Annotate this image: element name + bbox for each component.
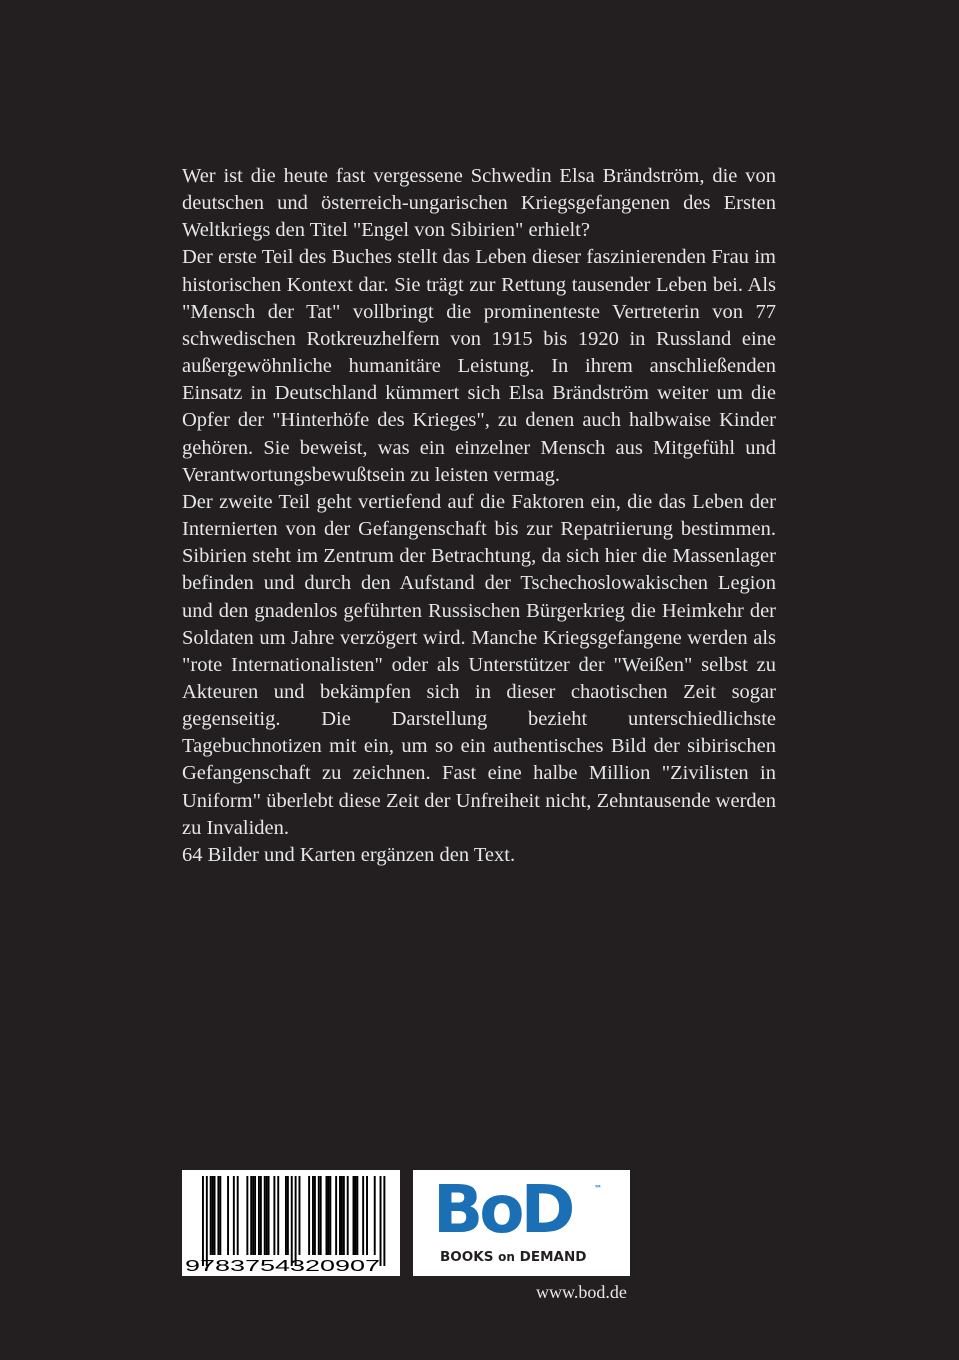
barcode-bar <box>362 1176 364 1255</box>
barcode-bar <box>299 1176 301 1255</box>
barcode-bar <box>327 1176 329 1255</box>
barcode-bar <box>227 1176 229 1255</box>
barcode-bar <box>291 1176 293 1266</box>
barcode-bar <box>250 1176 252 1255</box>
barcode-bar <box>266 1176 268 1255</box>
blurb-paragraph-4: 64 Bilder und Karten ergänzen den Text. <box>182 843 516 866</box>
publisher-website: www.bod.de <box>536 1282 627 1302</box>
barcode-bars <box>202 1176 385 1266</box>
barcode-bar <box>285 1176 287 1255</box>
barcode-bar <box>353 1176 355 1255</box>
barcode-bar <box>202 1176 204 1266</box>
barcode-bar <box>252 1176 254 1255</box>
barcode-bar <box>318 1176 320 1255</box>
barcode-bar <box>254 1176 256 1255</box>
barcode-bar <box>326 1176 328 1255</box>
barcode-bar <box>347 1176 349 1255</box>
barcode-bar <box>219 1176 221 1255</box>
publisher-logo <box>413 1170 630 1276</box>
barcode-bar <box>287 1176 289 1255</box>
barcode-bar <box>210 1176 212 1255</box>
tagline-books: BOOKS <box>440 1249 494 1265</box>
barcode-digits: 9783754320907 <box>185 1258 380 1275</box>
barcode-bar <box>212 1176 214 1255</box>
barcode-bar <box>308 1176 310 1255</box>
barcode-bar <box>314 1176 316 1255</box>
barcode-bar <box>295 1176 297 1266</box>
isbn-barcode <box>182 1170 400 1276</box>
barcode-bar <box>233 1176 235 1255</box>
barcode-bar <box>258 1176 260 1255</box>
barcode-graphic <box>182 1170 400 1276</box>
barcode-bar <box>246 1176 248 1255</box>
barcode-bar <box>354 1176 356 1255</box>
barcode-bar <box>366 1176 368 1255</box>
barcode-bar <box>217 1176 219 1255</box>
barcode-bar <box>237 1176 239 1255</box>
tagline-demand: DEMAND <box>519 1249 587 1265</box>
barcode-bar <box>329 1176 331 1255</box>
tagline-on: on <box>498 1250 515 1264</box>
barcode-bar <box>343 1176 345 1255</box>
blurb-paragraph-3: Der zweite Teil geht vertiefend auf die Faktoren ein, die das Leben der Internierten von der Gefangenschaft bis zur Repatriierung bestimmen. Sibirien steht im Zentrum der Betrachtung, da sich hier die Massenlager befinden und durch den Aufstand der Tschechoslowakischen Legion und den gnadenlos geführten Russischen Bürgerkrieg die Heimkehr der Soldaten um Jahre verzögert wird. Manche Kriegsgefangene werden als "rote Internationalisten" oder als Unterstützer der "Weißen" selbst zu Akteuren und bekämpfen sich in dieser chaotischen Zeit sogar gegenseitig. Die Darstellung bezieht unterschiedlichste Tagebuchnotizen mit ein, um so ein authentisches Bild der sibirischen Gefangenschaft zu zeichnen. Fast eine halbe Million "Zivilisten in Uniform" überlebt diese Zeit der Unfreiheit nicht, Zehntausende werden zu Invaliden. <box>182 490 776 839</box>
barcode-bar <box>383 1176 385 1266</box>
barcode-bar <box>374 1176 376 1255</box>
barcode-bar <box>268 1176 270 1255</box>
barcode-bar <box>356 1176 358 1255</box>
barcode-bar <box>260 1176 262 1255</box>
barcode-bar <box>339 1176 341 1255</box>
barcode-bar <box>273 1176 275 1255</box>
barcode-bar <box>264 1176 266 1255</box>
bod-logo-text: BoD <box>433 1171 572 1248</box>
back-cover-blurb <box>182 163 776 869</box>
trademark-symbol: ™ <box>594 1184 602 1193</box>
blurb-paragraph-1: Wer ist die heute fast vergessene Schwedin Elsa Brändström, die von deutschen und österreich-ungarischen Kriegsgefangenen des Ersten Weltkriegs den Titel "Engel von Sibirien" erhielt? <box>182 165 776 242</box>
blurb-paragraph-2: Der erste Teil des Buches stellt das Leben dieser faszinierenden Frau im historischen Kontext dar. Sie trägt zur Rettung tausender Leben bei. Als "Mensch der Tat" vollbringt die prominenteste Vertreterin von 77 schwedischen Rotkreuzhelfern von 1915 bis 1920 in Russland eine außergewöhnliche humanitäre Leistung. In ihrem anschließenden Einsatz in Deutschland kümmert sich Elsa Brändström weiter um die Opfer der "Hinterhöfe des Krieges", zu denen auch halbwaise Kinder gehören. Sie beweist, was ein einzelner Mensch aus Mitgefühl und Verantwortungsbewußtsein zu leisten vermag. <box>182 246 776 486</box>
barcode-bar <box>214 1176 216 1255</box>
publisher-tagline <box>440 1249 586 1265</box>
barcode-bar <box>341 1176 343 1255</box>
barcode-bar <box>380 1176 382 1266</box>
barcode-bar <box>335 1176 337 1255</box>
barcode-bar <box>206 1176 208 1266</box>
barcode-bar <box>320 1176 322 1255</box>
barcode-bar <box>277 1176 279 1255</box>
barcode-bar <box>312 1176 314 1255</box>
